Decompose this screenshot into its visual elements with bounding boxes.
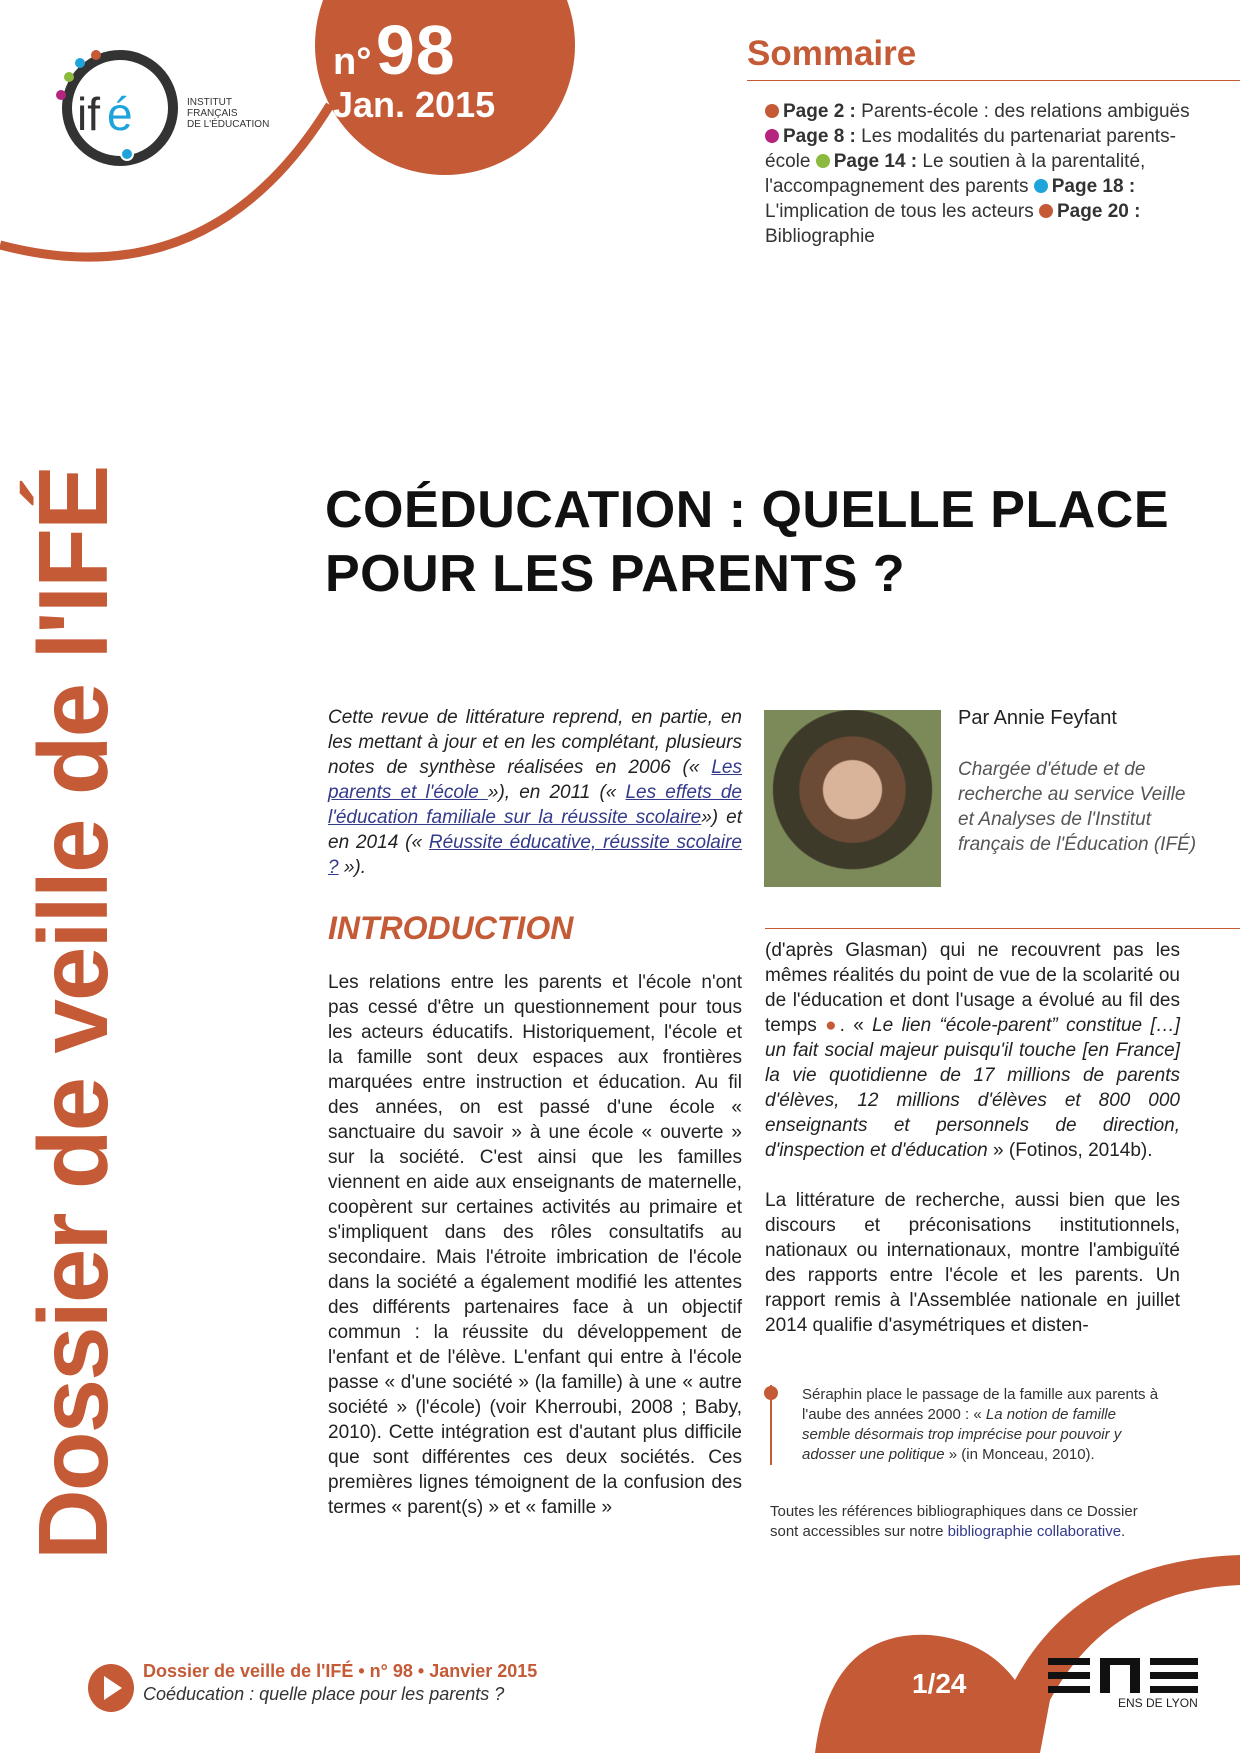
ife-logo bbox=[56, 50, 173, 161]
bullet-icon bbox=[765, 129, 779, 143]
bullet-icon bbox=[765, 104, 779, 118]
divider bbox=[765, 928, 1240, 929]
svg-text:if: if bbox=[77, 88, 100, 140]
lede: Cette revue de littérature reprend, en partie, en les mettant à jour et en les complétant, plusieurs notes de synthèse réalisées en 2006 (« Les parents et l'école »), en 2011 (« Les effets de l'éducation familiale sur la réussite scolaire») et en 2014 (« Réussite éducative, réussite scolaire ? »). bbox=[328, 707, 742, 878]
footer-subtitle: Coéducation : quelle place pour les parents ? bbox=[143, 1684, 505, 1704]
link-2006[interactable]: Les parents et l'école bbox=[328, 757, 742, 803]
sommaire-item[interactable]: Page 2 : Parents-école : des relations ambiguës bbox=[765, 101, 1190, 122]
sommaire-item[interactable]: Page 20 : Bibliographie bbox=[765, 201, 1141, 247]
link-2011[interactable]: Les effets de l'éducation familiale sur la réussite scolaire bbox=[328, 782, 742, 828]
logo-subtitle: INSTITUT FRANÇAIS DE L'ÉDUCATION bbox=[187, 97, 270, 130]
sommaire-list bbox=[765, 99, 1200, 249]
page-title: COÉDUCATION : QUELLE PLACE POUR LES PARENTS ? bbox=[325, 481, 1170, 603]
sommaire-item[interactable]: Page 18 : L'implication de tous les acteurs bbox=[765, 176, 1136, 222]
link-2014[interactable]: Réussite éducative, réussite scolaire ? bbox=[328, 832, 742, 878]
issue-badge: n° 98 Jan. 2015 bbox=[333, 11, 496, 125]
page-number: 1/24 bbox=[912, 1668, 967, 1699]
sommaire-title: Sommaire bbox=[747, 34, 917, 73]
footer-publication: Dossier de veille de l'IFÉ • n° 98 • Janvier 2015 bbox=[143, 1661, 538, 1681]
bullet-icon bbox=[816, 154, 830, 168]
author-name: Par Annie Feyfant bbox=[958, 707, 1117, 729]
vertical-title: Dossier de veille de l'IFÉ bbox=[18, 466, 128, 1560]
sommaire-item[interactable]: Page 14 : Le soutien à la parentalité, l'accompagnement des parents bbox=[765, 151, 1146, 197]
section-heading: INTRODUCTION bbox=[328, 910, 574, 946]
body-left: Les relations entre les parents et l'école n'ont pas cessé d'être un questionnement pour tous les acteurs éducatifs. Historiquement, l'école et la famille sont deux espaces aux frontières marquées entre instruction et éducation. Au fil des années, on est passé d'une école « sanctuaire du savoir » à une école « ouverte » sur la société. C'est ainsi que les familles viennent en aide aux enseignants de maternelle, coopèrent sur certaines activités au primaire et s'impliquent dans des rôles consultatifs au secondaire. Mais l'étroite imbrication de l'école dans la société a également modifié les attentes des différents partenaires face à un objectif commun : la réussite du développement de l'enfant et de l'élève. L'enfant qui entre à l'école passe « d'une société » (la famille) à une « autre société » (l'école) (voir Kherroubi, 2008 ; Baby, 2010). Cette intégration est d'autant plus difficile que sont différentes ces deux sociétés. Ces premières lignes témoignent de la confusion des termes « parent(s) » et « famille » bbox=[328, 972, 742, 1518]
play-icon[interactable] bbox=[88, 1664, 134, 1712]
bullet-icon bbox=[1034, 179, 1048, 193]
divider bbox=[747, 80, 1240, 81]
author-photo bbox=[764, 710, 941, 887]
bibliography-link[interactable]: bibliographie collaborative bbox=[947, 1523, 1122, 1540]
ens-logo-icon bbox=[1048, 1658, 1198, 1694]
sommaire-item[interactable]: Page 8 : Les modalités du partenariat parents-école bbox=[765, 126, 1176, 172]
ens-label: ENS DE LYON bbox=[1118, 1696, 1198, 1710]
author-role: Chargée d'étude et de recherche au service Veille et Analyses de l'Institut français de l'Éducation (IFÉ) bbox=[958, 759, 1197, 855]
footnote: Séraphin place le passage de la famille aux parents à l'aube des années 2000 : « La notion de famille semble désormais trop imprécise pour pouvoir y adosser une politique » (in Monceau, 2010). bbox=[770, 1385, 1160, 1465]
footnote-marker[interactable]: ● bbox=[825, 1015, 840, 1036]
body-right: (d'après Glasman) qui ne recouvrent pas les mêmes réalités du point de vue de la scolarité ou de l'éducation et dont l'usage a évolué au fil des temps ●. « Le lien “école-parent” constitue […] un fait social majeur puisqu'il touche [en France] la vie quotidienne de 17 millions de parents d'élèves, 12 millions d'élèves et 800 000 enseignants et personnels de direction, d'inspection et d'éducation » (Fotinos, 2014b). La littérature de recherche, aussi bien que les discours et préconisations institutionnels, nationaux ou internationaux, montre l'ambiguïté des rapports entre l'école et les parents. Un rapport remis à l'Assemblée nationale en juillet 2014 qualifie d'asymétriques et disten- bbox=[765, 940, 1180, 1336]
bullet-icon bbox=[1039, 204, 1053, 218]
svg-text:é: é bbox=[107, 88, 133, 140]
bibliography-note: Toutes les références bibliographiques dans ce Dossier sont accessibles sur notre bibliographie collaborative. bbox=[770, 1503, 1138, 1540]
